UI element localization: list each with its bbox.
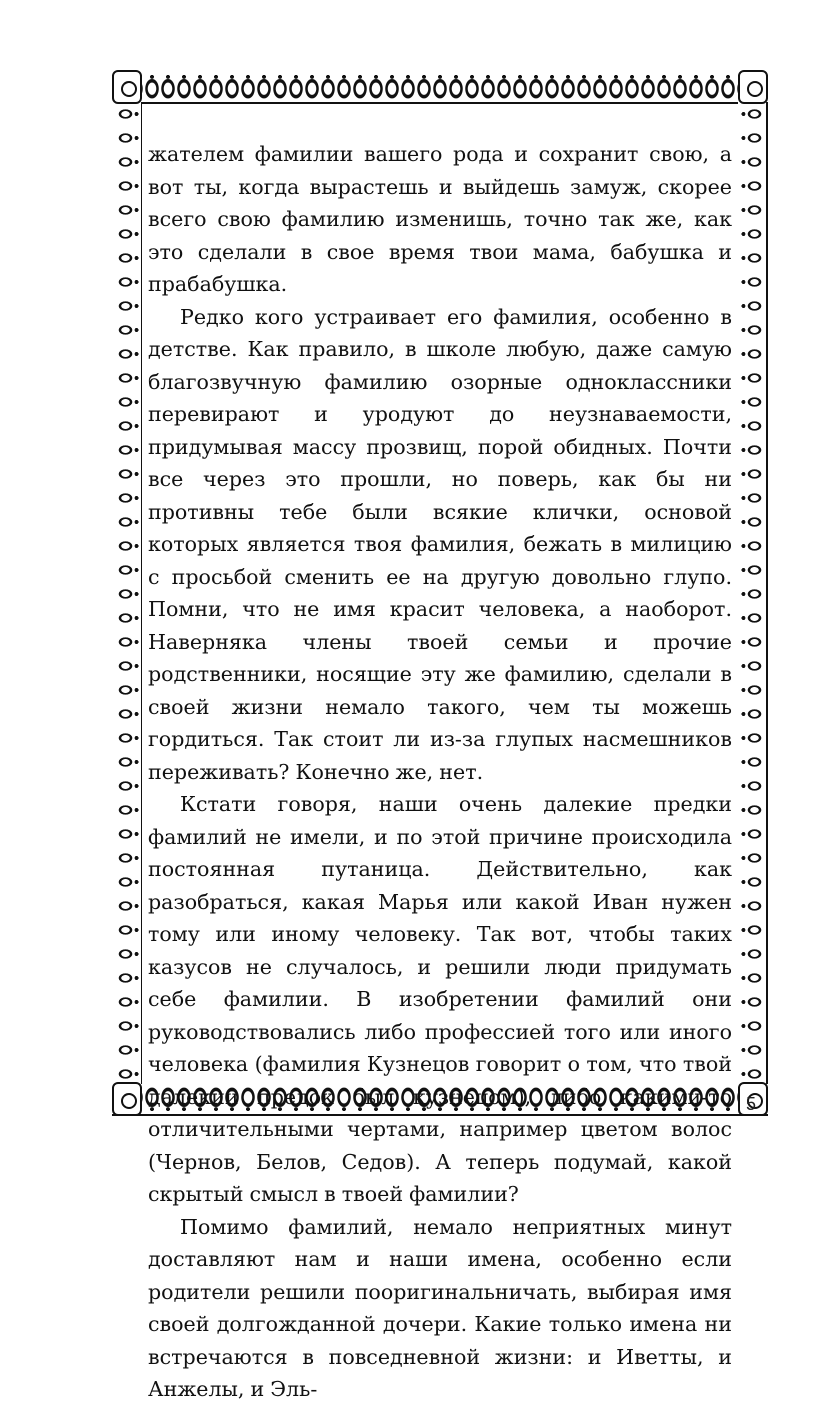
paragraph-continuation: жателем фамилии вашего рода и сохранит свою, а вот ты, когда вырастешь и выйдешь замуж, скорее всего свою фамилию изменишь, точно так же, как это сделали в свое время твои мама, бабушка и прабабушка. (148, 142, 732, 296)
paragraph-first-names: Помимо фамилий, немало неприятных минут доставляют нам и наши имена, особенно если родители решили пооригинальничать, выбирая имя своей долгожданной дочери. Какие только имена ни встречаются в повседневной жизни: и Иветты, и Анжелы, и Эль- (148, 1214, 732, 1401)
ornament-corner-top-right (738, 70, 768, 104)
paragraph-surname-childhood: Редко кого устраивает его фамилия, особенно в детстве. Как правило, в школе любую, даже самую благозвучную фамилию озорные одноклассники перевирают и уродуют до неузнаваемости, придумывая массу прозвищ, порой обидных. Почти все через это прошли, но поверь, как бы ни противны тебе были всякие клички, основой которых является твоя фамилия, бежать в милицию с просьбой сменить ее на другую довольно глупо. Помни, что не имя красит человека, а наоборот. Наверняка члены твоей семьи и прочие родственники, носящие эту же фамилию, сделали в своей жизни немало такого, чем ты можешь гордиться. Так стоит ли из-за глупых насмешников переживать? Конечно же, нет. (148, 304, 732, 784)
ornament-corner-bottom-left (112, 1082, 142, 1116)
ornamental-border-right (738, 102, 768, 1084)
ornamental-border-left (112, 102, 142, 1084)
paragraph-surname-origins: Кстати говоря, наши очень далекие предки фамилий не имели, и по этой причине происходила постоянная путаница. Действительно, как разобраться, какая Марья или какой Иван нужен тому или иному человеку. Так вот, чтобы таких казусов не случалось, и решили люди придумать себе фамилии. В изобретении фамилий они руководствовались либо профессией того или иного человека (фамилия Кузнецов говорит о том, что твой далекий предок был кузнецом), либо какими-то отличительными чертами, например цветом волос (Чернов, Белов, Седов). А теперь подумай, какой скрытый смысл в твоей фамилии? (148, 792, 732, 1206)
ornament-corner-top-left (112, 70, 142, 104)
body-text (148, 138, 732, 1406)
ornamental-border-top (112, 70, 768, 104)
page-number: 5 (746, 1094, 757, 1114)
